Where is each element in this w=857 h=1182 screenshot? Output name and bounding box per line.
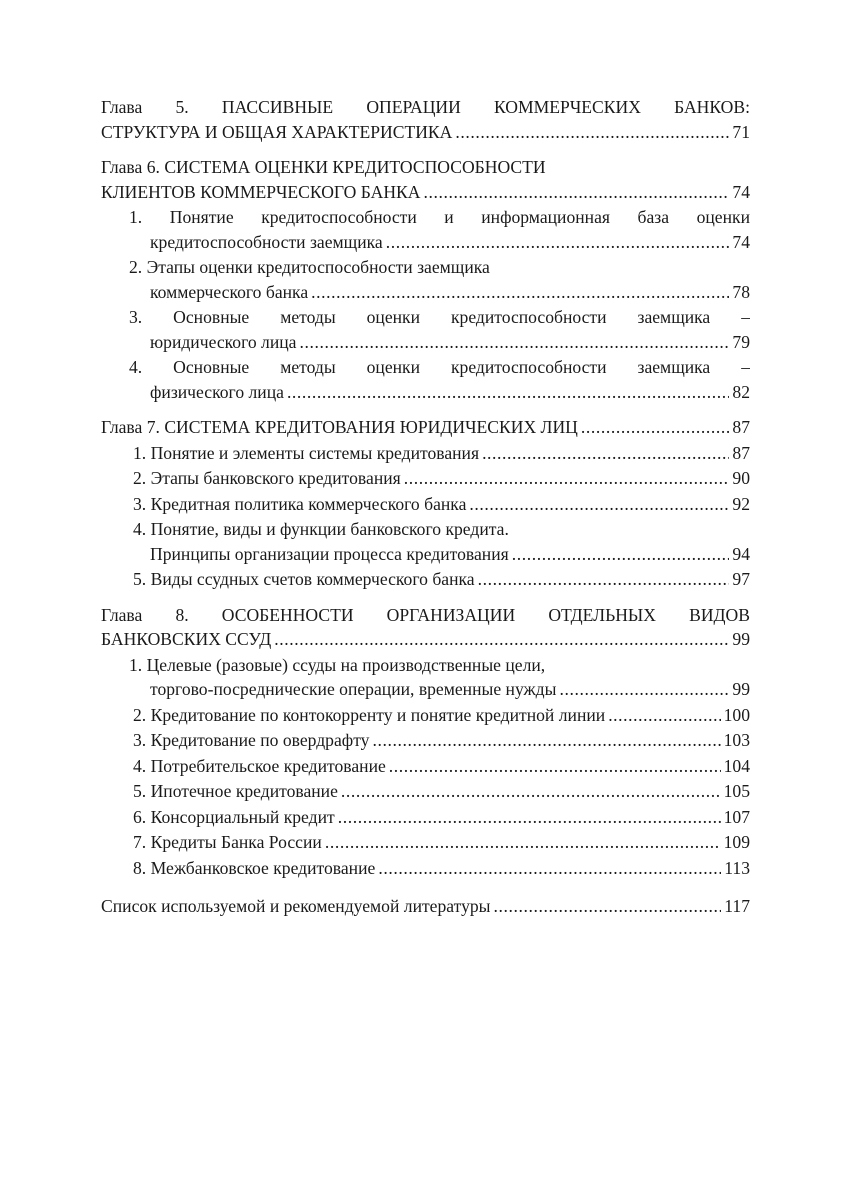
toc-entry-last-line — [133, 856, 750, 881]
toc-entry-title: 7. Кредиты Банка России — [133, 832, 322, 852]
toc-entry-title: юридического лица — [150, 331, 297, 352]
toc-entry-last-line — [133, 567, 750, 592]
toc-entry-title: 4. Потребительское кредитование — [133, 755, 386, 776]
toc-entry-8-3[interactable] — [101, 728, 750, 753]
page-number: 99 — [732, 679, 750, 699]
toc-entry-title: 1. Понятие кредитоспособности и информационная база оценки — [129, 207, 750, 227]
toc-entry-title: 6. Консорциальный кредит — [133, 806, 335, 827]
dot-leader — [299, 330, 729, 355]
dot-leader — [478, 567, 730, 592]
toc-entry-title: КЛИЕНТОВ КОММЕРЧЕСКОГО БАНКА — [101, 181, 421, 202]
dot-leader — [423, 180, 729, 205]
page-number: 82 — [732, 381, 750, 402]
toc-entry-last-line — [129, 677, 750, 702]
toc-entry-8-5[interactable] — [101, 779, 750, 804]
page-number: 94 — [732, 543, 750, 564]
toc-entry-chapter-8[interactable] — [101, 603, 750, 652]
dot-leader — [559, 677, 729, 702]
toc-entry-7-2[interactable] — [101, 466, 750, 491]
toc-entry-title: 1. Целевые (разовые) ссуды на производственные цели, — [129, 654, 546, 675]
toc-entry-6-4[interactable] — [101, 355, 750, 404]
toc-entry-bibliography[interactable] — [101, 894, 750, 919]
page-number: 71 — [732, 121, 750, 142]
page-number: 100 — [723, 704, 750, 725]
dot-leader — [311, 280, 729, 305]
page-number: 78 — [732, 281, 750, 302]
toc-entry-last-line — [133, 466, 750, 491]
toc-entry-title: 2. Этапы оценки кредитоспособности заемщика — [129, 257, 490, 277]
toc-entry-last-line — [133, 754, 750, 779]
page-number: 103 — [723, 730, 750, 750]
toc-entry-8-2[interactable] — [101, 703, 750, 728]
toc-entry-title: 3. Кредитование по овердрафту — [133, 730, 370, 750]
toc-entry-title: 4. Понятие, виды и функции банковского кредита. — [133, 519, 509, 539]
toc-entry-6-3[interactable] — [101, 305, 750, 354]
page-number: 92 — [732, 493, 750, 514]
toc-entry-6-1[interactable] — [101, 205, 750, 254]
toc-entry-last-line — [101, 180, 750, 205]
page-number: 113 — [724, 857, 750, 878]
toc-entry-last-line — [133, 542, 750, 567]
dot-leader — [386, 230, 730, 255]
toc-entry-6-2[interactable] — [101, 255, 750, 304]
toc-entry-8-1[interactable] — [101, 653, 750, 702]
toc-entry-8-7[interactable] — [101, 830, 750, 855]
toc-entry-title: кредитоспособности заемщика — [150, 231, 383, 252]
dot-leader — [469, 492, 729, 517]
toc-entry-title: БАНКОВСКИХ ССУД — [101, 629, 272, 649]
toc-entry-7-5[interactable] — [101, 567, 750, 592]
toc-entry-last-line — [101, 627, 750, 652]
toc-entry-last-line — [133, 779, 750, 804]
toc-entry-last-line — [133, 703, 750, 728]
toc-entry-chapter-7[interactable] — [101, 415, 750, 440]
dot-leader — [287, 380, 729, 405]
dot-leader — [378, 856, 721, 881]
dot-leader — [372, 728, 720, 753]
toc-entry-8-8[interactable] — [101, 856, 750, 881]
toc-entry-last-line — [101, 120, 750, 145]
page-number: 107 — [723, 806, 750, 827]
toc-entry-title: Глава 8. ОСОБЕННОСТИ ОРГАНИЗАЦИИ ОТДЕЛЬНЫХ ВИДОВ — [101, 604, 750, 625]
toc-entry-last-line — [129, 380, 750, 405]
page-number: 87 — [732, 442, 750, 463]
toc-entry-last-line — [133, 492, 750, 517]
toc-entry-title: 8. Межбанковское кредитование — [133, 857, 376, 878]
toc-entry-8-6[interactable] — [101, 805, 750, 830]
dot-leader — [274, 627, 729, 652]
toc-entry-last-line — [129, 280, 750, 305]
toc-entry-last-line — [129, 230, 750, 255]
toc-entry-title: Список используемой и рекомендуемой литературы — [101, 896, 491, 916]
toc-entry-title: Принципы организации процесса кредитования — [150, 543, 509, 564]
toc-entry-last-line — [101, 415, 750, 440]
toc-entry-chapter-6[interactable] — [101, 155, 750, 204]
toc-entry-7-3[interactable] — [101, 492, 750, 517]
toc-entry-title: Глава 5. ПАССИВНЫЕ ОПЕРАЦИИ КОММЕРЧЕСКИХ БАНКОВ: — [101, 97, 750, 117]
toc-entry-chapter-5[interactable] — [101, 95, 750, 144]
toc-entry-last-line — [133, 830, 750, 855]
toc-entry-last-line — [133, 728, 750, 753]
page-number: 74 — [732, 231, 750, 252]
toc-entry-title: Глава 7. СИСТЕМА КРЕДИТОВАНИЯ ЮРИДИЧЕСКИХ ЛИЦ — [101, 417, 578, 437]
toc-entry-title: физического лица — [150, 381, 284, 402]
toc-entry-title: Глава 6. СИСТЕМА ОЦЕНКИ КРЕДИТОСПОСОБНОСТИ — [101, 157, 546, 177]
toc-entry-last-line — [133, 441, 750, 466]
dot-leader — [338, 805, 721, 830]
page-number: 79 — [732, 331, 750, 352]
toc-entry-8-4[interactable] — [101, 754, 750, 779]
table-of-contents — [101, 95, 750, 919]
toc-entry-7-1[interactable] — [101, 441, 750, 466]
dot-leader — [482, 441, 729, 466]
dot-leader — [494, 894, 722, 919]
toc-entry-7-4[interactable] — [101, 517, 750, 566]
toc-entry-title: 3. Кредитная политика коммерческого банка — [133, 493, 467, 514]
toc-entry-last-line — [129, 330, 750, 355]
toc-entry-title: 1. Понятие и элементы системы кредитования — [133, 442, 480, 463]
toc-entry-last-line — [133, 805, 750, 830]
page-number: 87 — [732, 417, 750, 437]
dot-leader — [404, 466, 730, 491]
dot-leader — [341, 779, 721, 804]
toc-entry-last-line — [101, 894, 750, 919]
page-number: 117 — [724, 896, 750, 916]
page-number: 74 — [732, 181, 750, 202]
toc-entry-title: 3. Основные методы оценки кредитоспособности заемщика – — [129, 307, 750, 327]
toc-entry-title: 5. Ипотечное кредитование — [133, 781, 338, 801]
dot-leader — [608, 703, 720, 728]
toc-entry-title: 2. Кредитование по контокорренту и понятие кредитной линии — [133, 704, 606, 725]
toc-entry-title: коммерческого банка — [150, 281, 309, 302]
dot-leader — [455, 120, 729, 145]
page-number: 97 — [732, 569, 750, 589]
toc-entry-title: СТРУКТУРА И ОБЩАЯ ХАРАКТЕРИСТИКА — [101, 121, 453, 142]
toc-entry-title: 4. Основные методы оценки кредитоспособности заемщика – — [129, 357, 750, 377]
page-number: 90 — [732, 468, 750, 488]
toc-entry-title: 5. Виды ссудных счетов коммерческого банка — [133, 569, 475, 589]
dot-leader — [581, 415, 730, 440]
toc-entry-title: торгово-посреднические операции, временные нужды — [150, 679, 557, 699]
page-number: 104 — [723, 755, 750, 776]
page-number: 109 — [723, 832, 750, 852]
page-number: 99 — [732, 629, 750, 649]
dot-leader — [325, 830, 721, 855]
dot-leader — [389, 754, 721, 779]
dot-leader — [512, 542, 730, 567]
toc-entry-title: 2. Этапы банковского кредитования — [133, 468, 401, 488]
page-number: 105 — [723, 781, 750, 801]
